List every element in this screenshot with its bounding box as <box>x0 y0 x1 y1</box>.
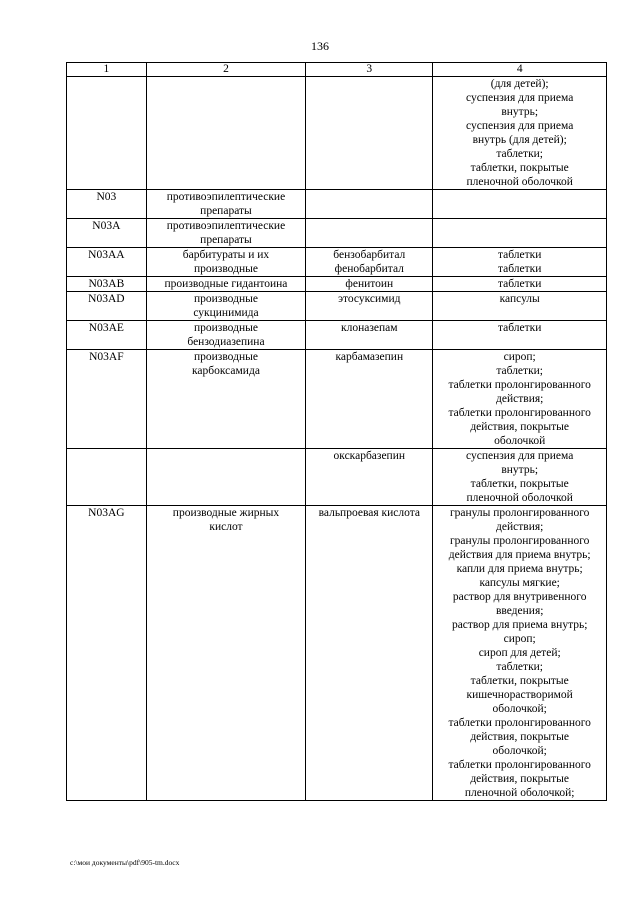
group-name-line: сукцинимида <box>193 307 259 319</box>
dosage-forms-line: действия, покрытые <box>470 421 570 433</box>
substance-cell <box>306 77 433 190</box>
table-row <box>67 219 607 248</box>
page-number: 136 <box>311 39 329 53</box>
dosage-forms-line: таблетки; <box>496 661 543 673</box>
atc-code-cell: N03AA <box>67 248 147 277</box>
substance-line: фенитоин <box>345 278 394 290</box>
atc-code-cell: N03AE <box>67 321 147 350</box>
header-col-4: 4 <box>433 63 607 77</box>
table-body <box>67 77 607 801</box>
substance-line: окскарбазепин <box>333 450 406 462</box>
substance-line: карбамазепин <box>335 351 404 363</box>
dosage-forms-line: таблетки <box>497 263 542 275</box>
group-name-line: производные <box>193 322 258 334</box>
group-name-line: противоэпилептические <box>166 220 286 232</box>
dosage-forms-cell <box>433 506 607 801</box>
group-name-line: производные <box>193 263 258 275</box>
atc-code-cell <box>67 77 147 190</box>
dosage-forms-line: действия; <box>496 521 544 533</box>
group-name-line: препараты <box>200 205 252 217</box>
header-row <box>67 63 607 77</box>
dosage-forms-line: таблетки; <box>496 148 543 160</box>
group-name-cell <box>146 277 305 292</box>
dosage-forms-line: таблетки пролонгированного <box>448 759 591 771</box>
group-name-line: карбоксамида <box>192 365 260 377</box>
dosage-forms-cell <box>433 219 607 248</box>
dosage-forms-line: гранулы пролонгированного <box>449 535 590 547</box>
substance-line: бензобарбитал <box>333 249 406 261</box>
dosage-forms-line: пленочной оболочкой <box>466 176 573 188</box>
table-row <box>67 350 607 449</box>
dosage-forms-cell <box>433 77 607 190</box>
dosage-forms-line: таблетки, покрытые <box>470 478 569 490</box>
table-row <box>67 506 607 801</box>
dosage-forms-line: таблетки, покрытые <box>470 162 569 174</box>
dosage-forms-cell <box>433 248 607 277</box>
dosage-forms-line: капсулы мягкие; <box>479 577 560 589</box>
dosage-forms-line: таблетки пролонгированного <box>448 379 591 391</box>
substance-line: этосуксимид <box>338 293 401 305</box>
dosage-forms-line: капсулы <box>499 293 540 305</box>
dosage-forms-line: введения; <box>495 605 544 617</box>
table-row <box>67 277 607 292</box>
dosage-forms-line: (для детей); <box>490 78 549 90</box>
group-name-cell <box>146 321 305 350</box>
group-name-line: производные <box>193 293 258 305</box>
substance-cell <box>306 190 433 219</box>
group-name-line: бензодиазепина <box>187 336 265 348</box>
table-row <box>67 449 607 506</box>
dosage-forms-line: гранулы пролонгированного <box>449 507 590 519</box>
substance-cell <box>306 350 433 449</box>
group-name-line: противоэпилептические <box>166 191 286 203</box>
dosage-forms-line: сироп для детей; <box>478 647 561 659</box>
dosage-forms-cell <box>433 321 607 350</box>
dosage-forms-line: внутрь; <box>501 464 539 476</box>
group-name-line: производные гидантоина <box>164 278 288 290</box>
dosage-forms-line: сироп; <box>503 351 536 363</box>
atc-code-cell: N03 <box>67 190 147 219</box>
table-row <box>67 248 607 277</box>
group-name-cell <box>146 350 305 449</box>
dosage-forms-line: таблетки пролонгированного <box>448 717 591 729</box>
group-name-line: барбитураты и их <box>182 249 270 261</box>
dosage-forms-line: раствор для внутривенного <box>452 591 587 603</box>
table-row <box>67 77 607 190</box>
dosage-forms-line: оболочкой; <box>492 745 547 757</box>
substance-cell <box>306 506 433 801</box>
dosage-forms-line: таблетки; <box>496 365 543 377</box>
table-row <box>67 190 607 219</box>
dosage-forms-line: раствор для приема внутрь; <box>451 619 588 631</box>
atc-code-cell: N03AG <box>67 506 147 801</box>
dosage-forms-line: суспензия для приема <box>466 450 574 462</box>
substance-line: фенобарбитал <box>334 263 404 275</box>
dosage-forms-line: кишечнорастворимой <box>466 689 573 701</box>
dosage-forms-cell <box>433 277 607 292</box>
group-name-line: препараты <box>200 234 252 246</box>
dosage-forms-cell <box>433 190 607 219</box>
header-col-2: 2 <box>146 63 305 77</box>
atc-code-cell: N03AD <box>67 292 147 321</box>
file-path-footer: c:\мои документы\pdf\905-tm.docx <box>70 858 180 867</box>
dosage-forms-line: внутрь (для детей); <box>472 134 567 146</box>
dosage-forms-line: суспензия для приема <box>466 92 574 104</box>
substance-line: клоназепам <box>341 322 398 334</box>
dosage-forms-line: сироп; <box>503 633 536 645</box>
group-name-cell <box>146 449 305 506</box>
substance-cell <box>306 292 433 321</box>
dosage-forms-line: таблетки, покрытые <box>470 675 569 687</box>
dosage-forms-line: таблетки <box>497 278 542 290</box>
substance-line: вальпроевая кислота <box>318 507 420 519</box>
dosage-forms-line: пленочной оболочкой; <box>464 787 575 799</box>
dosage-forms-line: таблетки <box>497 249 542 261</box>
atc-code-cell: N03AF <box>67 350 147 449</box>
group-name-cell <box>146 77 305 190</box>
group-name-line: кислот <box>209 521 243 533</box>
group-name-cell <box>146 190 305 219</box>
dosage-forms-line: оболочкой <box>494 435 546 447</box>
dosage-forms-line: оболочкой; <box>492 703 547 715</box>
group-name-line: производные жирных <box>172 507 280 519</box>
dosage-forms-line: таблетки <box>497 322 542 334</box>
dosage-forms-line: действия для приема внутрь; <box>448 549 591 561</box>
dosage-forms-cell <box>433 292 607 321</box>
atc-code-cell: N03A <box>67 219 147 248</box>
group-name-cell <box>146 248 305 277</box>
dosage-forms-line: действия; <box>496 393 544 405</box>
dosage-forms-line: капли для приема внутрь; <box>456 563 583 575</box>
dosage-forms-line: таблетки пролонгированного <box>448 407 591 419</box>
substance-cell <box>306 248 433 277</box>
atc-code-cell: N03AB <box>67 277 147 292</box>
table-row <box>67 321 607 350</box>
dosage-forms-cell <box>433 449 607 506</box>
substance-cell <box>306 277 433 292</box>
table-row <box>67 292 607 321</box>
dosage-forms-line: действия, покрытые <box>470 731 570 743</box>
substance-cell <box>306 449 433 506</box>
group-name-cell <box>146 292 305 321</box>
substance-cell <box>306 219 433 248</box>
substance-cell <box>306 321 433 350</box>
dosage-forms-line: суспензия для приема <box>466 120 574 132</box>
dosage-forms-cell <box>433 350 607 449</box>
group-name-cell <box>146 219 305 248</box>
drug-table <box>66 62 607 801</box>
dosage-forms-line: действия, покрытые <box>470 773 570 785</box>
atc-code-cell <box>67 449 147 506</box>
header-col-1: 1 <box>67 63 147 77</box>
group-name-line: производные <box>193 351 258 363</box>
header-col-3: 3 <box>306 63 433 77</box>
dosage-forms-line: пленочной оболочкой <box>466 492 573 504</box>
dosage-forms-line: внутрь; <box>501 106 539 118</box>
group-name-cell <box>146 506 305 801</box>
